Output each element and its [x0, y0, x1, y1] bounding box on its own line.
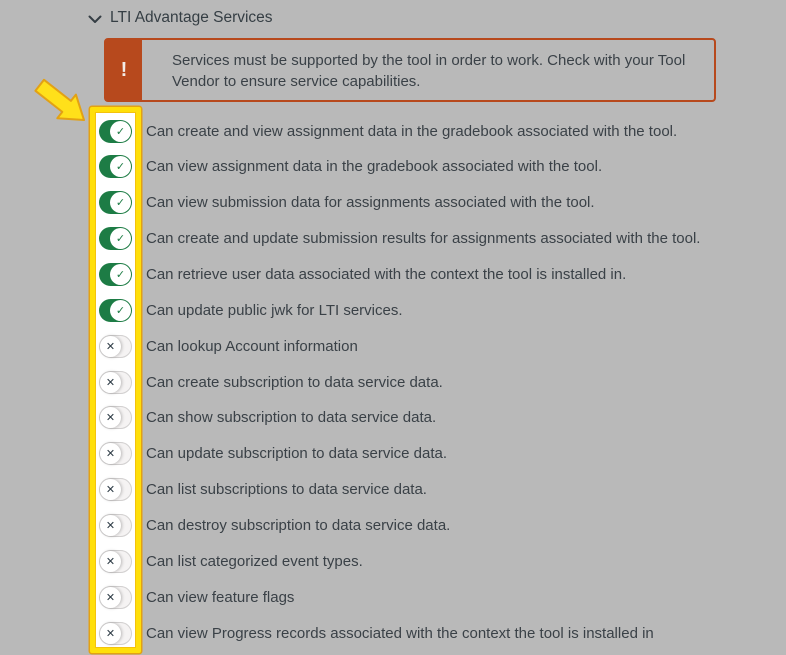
service-toggle[interactable]	[99, 371, 132, 394]
service-row	[0, 543, 786, 579]
service-label: Can view Progress records associated with the context the tool is installed in	[146, 624, 654, 642]
service-row	[0, 615, 786, 651]
service-toggle[interactable]	[99, 406, 132, 429]
service-toggle[interactable]	[99, 120, 132, 143]
section-title: LTI Advantage Services	[110, 9, 273, 26]
service-row	[0, 579, 786, 615]
service-label: Can lookup Account information	[146, 337, 358, 355]
x-icon: ✕	[100, 623, 121, 644]
service-label: Can update public jwk for LTI services.	[146, 301, 403, 319]
service-row	[0, 256, 786, 292]
x-icon: ✕	[100, 479, 121, 500]
service-row	[0, 364, 786, 400]
service-label: Can list subscriptions to data service data.	[146, 481, 427, 499]
service-label: Can view assignment data in the gradebook associated with the tool.	[146, 158, 603, 176]
service-row	[0, 292, 786, 328]
x-icon: ✕	[100, 515, 121, 536]
service-toggle[interactable]	[99, 478, 132, 501]
service-label: Can list categorized event types.	[146, 552, 363, 570]
check-icon: ✓	[110, 156, 131, 177]
service-toggle[interactable]	[99, 335, 132, 358]
service-label: Can update subscription to data service data.	[146, 445, 448, 463]
service-label: Can create subscription to data service data.	[146, 373, 443, 391]
x-icon: ✕	[100, 407, 121, 428]
x-icon: ✕	[100, 336, 121, 357]
service-row	[0, 472, 786, 508]
x-icon: ✕	[100, 443, 121, 464]
check-icon: ✓	[110, 228, 131, 249]
service-label: Can show subscription to data service data.	[146, 409, 437, 427]
service-row	[0, 507, 786, 543]
service-toggle[interactable]	[99, 155, 132, 178]
service-toggle[interactable]	[99, 586, 132, 609]
check-icon: ✓	[110, 192, 131, 213]
service-row	[0, 221, 786, 257]
service-toggle[interactable]	[99, 227, 132, 250]
service-label: Can destroy subscription to data service data.	[146, 516, 451, 534]
service-toggle[interactable]	[99, 191, 132, 214]
check-icon: ✓	[110, 300, 131, 321]
service-toggle[interactable]	[99, 299, 132, 322]
service-row	[0, 328, 786, 364]
service-toggle[interactable]	[99, 550, 132, 573]
service-row	[0, 149, 786, 185]
x-icon: ✕	[100, 587, 121, 608]
service-label: Can create and update submission results for assignments associated with the tool.	[146, 230, 701, 248]
warning-message: Services must be supported by the tool in order to work. Check with your Tool Vendor to ensure service capabilities.	[172, 52, 686, 90]
service-row	[0, 400, 786, 436]
highlight-arrow-icon	[26, 76, 92, 126]
service-toggle[interactable]	[99, 514, 132, 537]
service-toggle[interactable]	[99, 622, 132, 645]
service-row	[0, 436, 786, 472]
service-label: Can view feature flags	[146, 588, 295, 606]
service-label: Can retrieve user data associated with the context the tool is installed in.	[146, 265, 627, 283]
warning-exclamation-icon: !	[106, 40, 142, 100]
service-toggle[interactable]	[99, 263, 132, 286]
service-label: Can create and view assignment data in the gradebook associated with the tool.	[146, 122, 678, 140]
service-toggle[interactable]	[99, 442, 132, 465]
service-label: Can view submission data for assignments associated with the tool.	[146, 194, 595, 212]
x-icon: ✕	[100, 551, 121, 572]
x-icon: ✕	[100, 372, 121, 393]
check-icon: ✓	[110, 264, 131, 285]
service-row	[0, 113, 786, 149]
check-icon: ✓	[110, 121, 131, 142]
service-row	[0, 185, 786, 221]
